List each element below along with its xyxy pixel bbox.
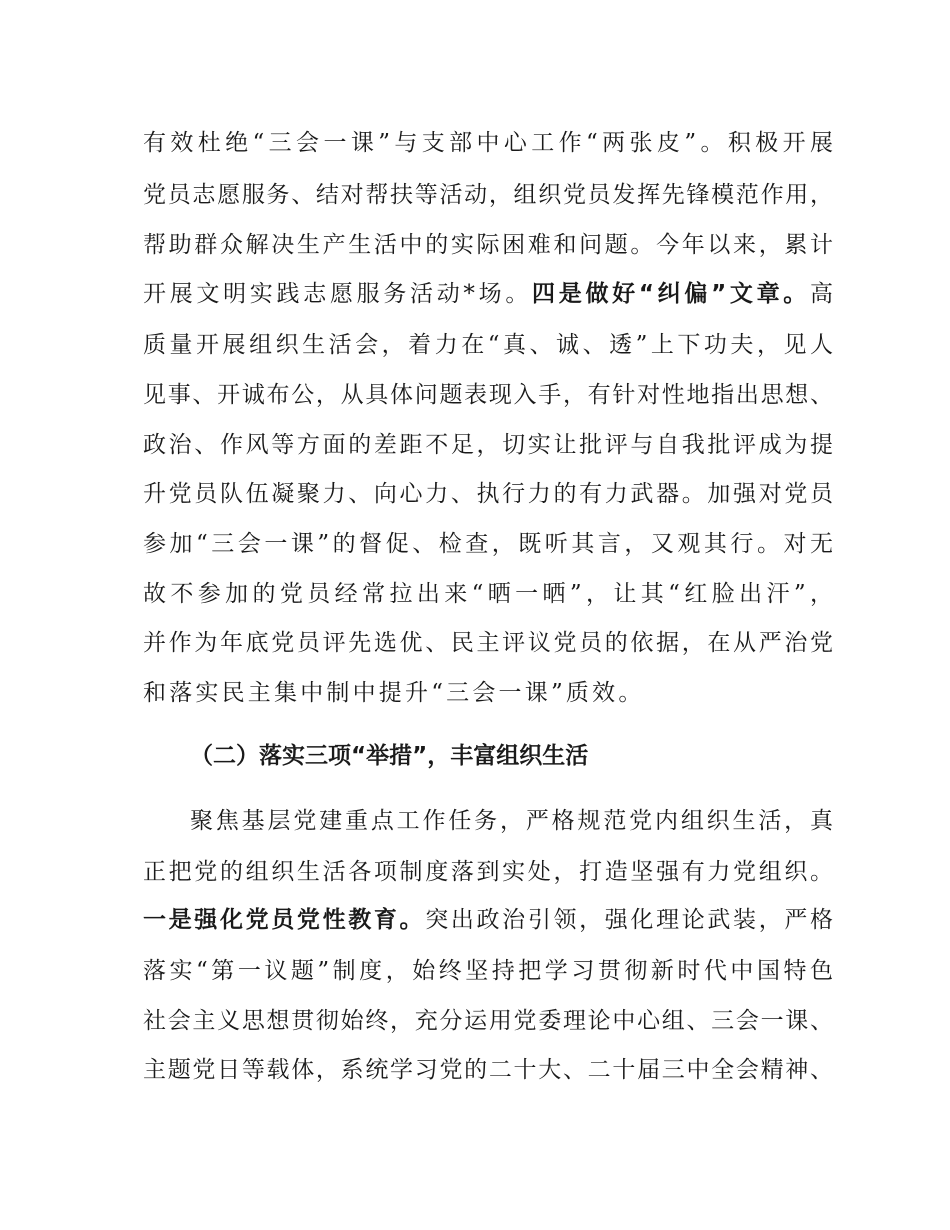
body-text-line-with-bold [143, 273, 833, 315]
body-text-segment: 开展文明实践志愿服务活动*场。 [143, 281, 533, 307]
body-text-segment: 高 [810, 281, 834, 307]
section-heading: （二）落实三项“举措”，丰富组织生活 [190, 743, 589, 769]
body-text-line: 和落实民主集中制中提升“三会一课”质效。 [143, 680, 645, 706]
body-text-line: 并作为年底党员评先选优、民主评议党员的依据，在从严治党 [143, 630, 833, 656]
bold-subheading: 一是强化党员党性教育。 [143, 907, 426, 933]
body-text-line-with-bold [143, 899, 833, 941]
body-text-line: 聚焦基层党建重点工作任务，严格规范党内组织生活，真 [190, 808, 833, 834]
body-text-line: 帮助群众解决生产生活中的实际困难和问题。今年以来，累计 [143, 232, 833, 258]
body-text-segment: 突出政治引领，强化理论武装，严格 [425, 907, 834, 933]
body-text-line: 主题党日等载体，系统学习党的二十大、二十届三中全会精神、 [143, 1057, 833, 1083]
body-text-line: 质量开展组织生活会，着力在“真、诚、透”上下功夫，见人 [143, 332, 833, 358]
bold-subheading: 四是做好“纠偏”文章。 [532, 281, 811, 307]
body-text-line: 参加“三会一课”的督促、检查，既听其言，又观其行。对无 [143, 531, 833, 557]
body-text-line: 政治、作风等方面的差距不足，切实让批评与自我批评成为提 [143, 432, 833, 458]
body-text-line: 见事、开诚布公，从具体问题表现入手，有针对性地指出思想、 [143, 382, 833, 408]
body-text-line: 升党员队伍凝聚力、向心力、执行力的有力武器。加强对党员 [143, 481, 833, 507]
body-text-line: 故不参加的党员经常拉出来“晒一晒”，让其“红脸出汗”， [143, 581, 833, 607]
body-text-line: 党员志愿服务、结对帮扶等活动，组织党员发挥先锋模范作用， [143, 182, 833, 208]
body-text-line: 正把党的组织生活各项制度落到实处，打造坚强有力党组织。 [143, 859, 833, 885]
body-text-line: 落实“第一议题”制度，始终坚持把学习贯彻新时代中国特色 [143, 958, 833, 984]
body-text-line: 有效杜绝“三会一课”与支部中心工作“两张皮”。积极开展 [143, 130, 833, 156]
body-text-line: 社会主义思想贯彻始终，充分运用党委理论中心组、三会一课、 [143, 1008, 833, 1034]
